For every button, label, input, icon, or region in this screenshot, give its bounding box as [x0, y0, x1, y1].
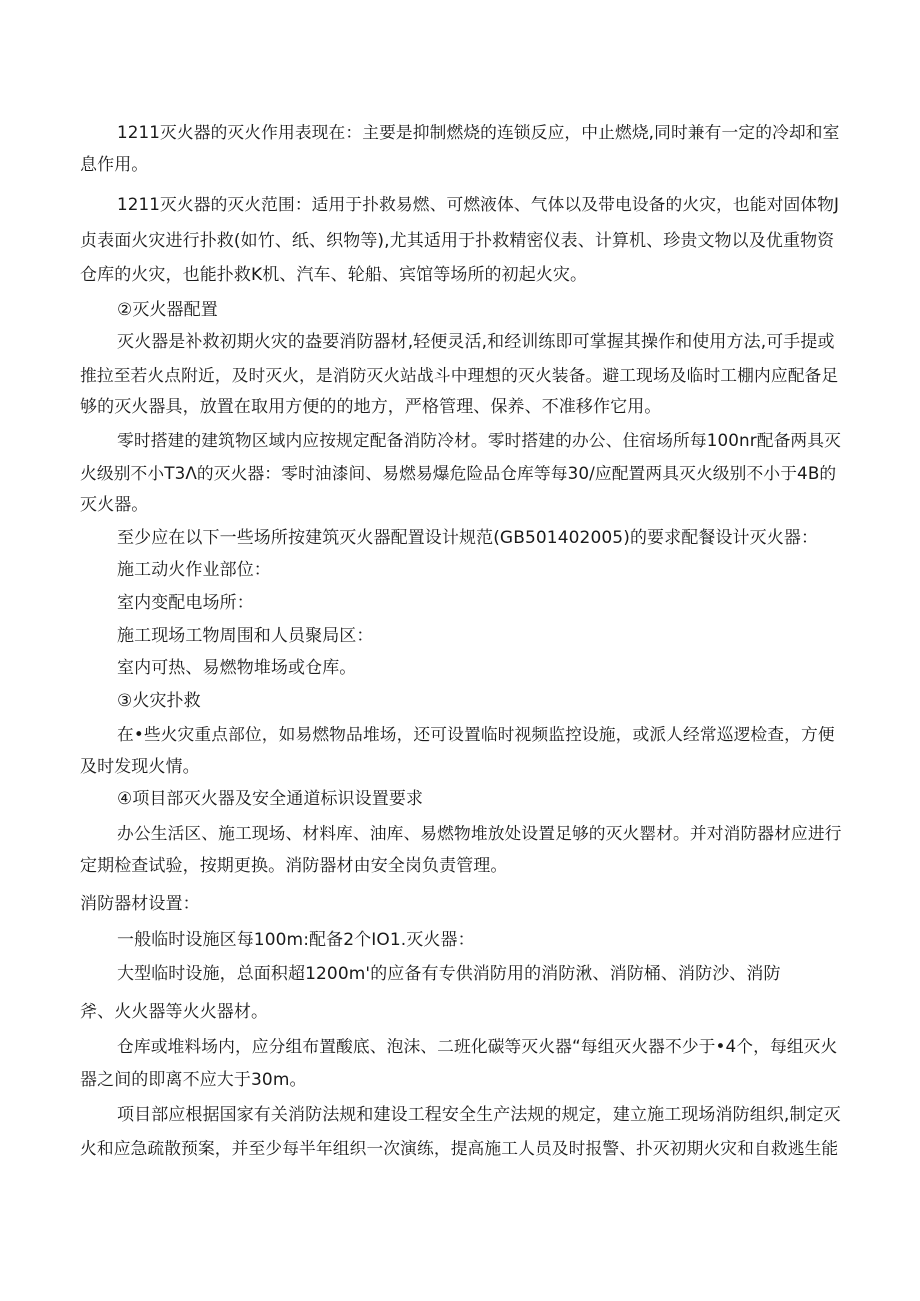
paragraph-line: 消防器材设置： — [80, 894, 200, 914]
paragraph-line: 一般临时设施区每100m:配备2个IO1.灭火器： — [117, 930, 475, 950]
section-heading: ②灭火器配置 — [117, 300, 218, 320]
paragraph-line: 灭火器。 — [80, 495, 149, 515]
paragraph-line: 推拉至若火点附近，及时灭火，是消防灭火站战斗中理想的灭火装备。避工现场及临时工棚内应配备足 — [80, 365, 839, 385]
paragraph-line: 贞表面火灾进行扑救(如竹、纸、织物等),尤其适用于扑救精密仪表、计算机、珍贵文物以及优重物资 — [80, 231, 835, 251]
paragraph-line: 办公生活区、施工现场、材料库、油库、易燃物堆放处设置足够的灭火罂材。并对消防器材应进行 — [117, 823, 842, 843]
paragraph-line: 器之间的即离不应大于30m。 — [80, 1070, 307, 1090]
paragraph-line: 仓库的火灾，也能扑救K机、汽车、轮船、宾馆等场所的初起火灾。 — [80, 265, 588, 285]
paragraph-line: 项目部应根据国家有关消防法规和建设工程安全生产法规的规定，建立施工现场消防组织,制定灭 — [117, 1105, 841, 1125]
paragraph-line: 大型临时设施，总面积超1200m'的应备有专供消防用的消防湫、消防桶、消防沙、消防 — [117, 964, 781, 984]
section-heading: ③火灾扑救 — [117, 691, 201, 711]
paragraph-line: 1211灭火器的灭火作用表现在：主要是抑制燃烧的连锁反应，中止燃烧,同时兼有一定的冷却和室 — [117, 122, 840, 142]
paragraph-line: 火级别不小T3Λ的灭火器：零时油漆间、易燃易爆危险品仓库等每30/应配置两具灭火级别不小于4B的 — [80, 463, 837, 483]
paragraph-line: 零时搭建的建筑物区域内应按规定配备消防冷材。零时搭建的办公、住宿场所每100nr配备两具灭 — [117, 430, 841, 450]
paragraph-line: 仓库或堆料场内，应分组布置酸底、泡沫、二班化碳等灭火器“每组灭火器不少于•4个，每组灭火 — [117, 1036, 838, 1056]
paragraph-line: 至少应在以下一些场所按建筑灭火器配置设计规范(GB501402005)的要求配餐设计灭火器： — [117, 528, 819, 548]
list-item: 施工现场工物周围和人员聚局区： — [117, 626, 374, 646]
paragraph-line: 灭火器是补救初期火灾的盎要消防器材,轻便灵活,和经训练即可掌握其操作和使用方法,可手提或 — [117, 332, 835, 352]
section-heading: ④项目部灭火器及安全通道标识设置要求 — [117, 789, 424, 809]
list-item: 室内可热、易燃物堆场或仓库。 — [117, 658, 357, 678]
list-item: 室内变配电场所： — [117, 593, 254, 613]
paragraph-line: 够的灭火器具，放置在取用方便的的地方，严格管理、保养、不准移作它用。 — [80, 397, 662, 417]
paragraph-line: 1211灭火器的灭火范围：适用于扑救易燃、可燃液体、气体以及带电设备的火灾，也能对固体物J — [117, 194, 840, 214]
paragraph-line: 定期检查试验，按期更换。消防器材由安全岗负责管理。 — [80, 856, 508, 876]
paragraph-line: 及时发现火情。 — [80, 757, 200, 777]
list-item: 施工动火作业部位： — [117, 560, 271, 580]
paragraph-line: 息作用。 — [80, 155, 149, 175]
paragraph-line: 斧、火火器等火火器材。 — [80, 1002, 269, 1022]
paragraph-line: 在•些火灾重点部位，如易燃物品堆场，还可设置临时视频监控设施，或派人经常巡逻检查，方便 — [117, 724, 835, 744]
paragraph-line: 火和应急疏散预案，并至少每半年组织一次演练，提高施工人员及时报警、扑灭初期火灾和自救逃生能 — [80, 1138, 839, 1158]
